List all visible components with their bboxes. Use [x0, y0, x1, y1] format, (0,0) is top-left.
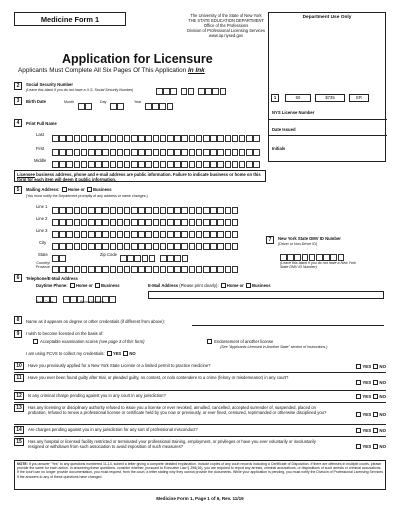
question-number: 4 — [14, 119, 22, 127]
department-use-title: Department Use Only — [302, 15, 352, 20]
birth-year-input[interactable] — [145, 98, 174, 116]
yes-no-group — [355, 428, 386, 433]
question-number: 2 — [14, 82, 22, 90]
mailing-address-label — [26, 187, 112, 192]
city-label: City — [39, 240, 47, 245]
mailing-home-checkbox[interactable] — [62, 187, 67, 192]
question-13 — [14, 404, 386, 424]
question-number: 13 — [14, 404, 24, 412]
date-issued-label: Date Issued — [272, 127, 296, 132]
license-number-label: NYS License Number — [272, 110, 315, 115]
question-text: Have you ever been found guilty after trial, or pleaded guilty, no contest, or nolo contendere to a crime (felony or misdemeanor) in any court? — [28, 375, 289, 380]
question-number: 10 — [14, 362, 24, 370]
phone-home-checkbox[interactable] — [70, 283, 75, 288]
form-title-box — [14, 12, 126, 26]
form-title: Medicine Form 1 — [40, 15, 100, 24]
public-info-notice-lead: Licensee — [17, 171, 35, 177]
email-title: E-Mail Address — [148, 283, 179, 288]
country-label: Country/ Province — [36, 261, 50, 270]
department-use-one: 1 — [271, 94, 279, 102]
no-label: NO — [379, 412, 386, 417]
exam-option-note: (see page 3 of this form) — [99, 339, 145, 344]
state-label: State — [38, 252, 48, 257]
dmv-id-label: New York State DMV ID Number — [278, 236, 341, 241]
degree-name-section — [14, 316, 386, 328]
note-text: If you answer "Yes" to any questions numbered 11-14, submit a letter giving a complete detailed explanation. Include copies of any court records including a Certificate of Disposition. If there are offenses in multiple courts, please provide the same for each action. In answering these questions, consider whether, pursuant to Executive Law § 296(16), you are required to report any arrests, criminal accusations, or dispositions of such arrests or criminal accusations. If the court can no longer provide documentation, you must request, from the court, a letter stating why they cannot provide the documents. While your application is pending, you must notify the Division of Professional Licensing Services if the answers to any of these questions have changed. — [17, 462, 383, 479]
department-use-er: ER — [349, 94, 369, 102]
exam-option-label: Acceptable examination scores — [39, 339, 98, 344]
question-number: 7 — [266, 236, 274, 244]
endorsement-option-label: Endorsement of another license — [214, 339, 274, 344]
dmv-id-note: (Leave this blank if you do not have a New York State DMV ID Number) — [280, 261, 356, 270]
mailing-address-title: Mailing Address: — [26, 187, 60, 192]
main-title: Application for Licensure — [62, 52, 213, 66]
no-checkbox[interactable] — [373, 364, 378, 369]
full-name-section — [14, 119, 266, 167]
yes-checkbox[interactable] — [356, 380, 361, 385]
no-label: NO — [379, 428, 386, 433]
note-lead: NOTE: — [17, 462, 28, 466]
fcvs-label: I am using FCVS to collect my credentials: — [26, 351, 105, 356]
yes-checkbox[interactable] — [356, 412, 361, 417]
birth-day-label: Day — [100, 100, 107, 104]
birth-day-input[interactable] — [110, 98, 124, 116]
middle-name-label: Middle — [34, 158, 47, 163]
yes-label: YES — [362, 394, 372, 399]
address-line1-label: Line 1 — [36, 204, 48, 209]
yes-no-group — [355, 364, 386, 369]
question-11 — [14, 374, 386, 390]
no-checkbox[interactable] — [373, 412, 378, 417]
yes-checkbox[interactable] — [356, 364, 361, 369]
yes-no-group — [355, 444, 386, 449]
main-subtitle-text: Applicants Must Complete All Six Pages Of This Application — [18, 67, 187, 74]
agency-university: The University of the State of New York — [190, 13, 262, 18]
email-note: (Please print clearly): — [179, 283, 219, 288]
phone-number-label: Phone Number — [80, 300, 105, 304]
ssn-label: Social Security Number — [26, 82, 74, 87]
ssn-note: (Leave this blank if you do not have a U.S. Social Security Number) — [26, 88, 134, 92]
question-text: Has any licensing or disciplinary authority refused to issue you a license or ever revoked, annulled, cancelled, accepted surrender of, suspended, placed on probation, refused to renew a professional license or certificate held by you now or previously, or ever fined, censured, reprimanded or otherwise disciplined you? — [28, 405, 327, 416]
mailing-business-label: Business — [92, 187, 112, 192]
endorsement-option-note: (See "Applicants Licensed in Another State" section of instructions.) — [220, 345, 328, 349]
no-label: NO — [379, 380, 386, 385]
question-number: 3 — [14, 97, 22, 105]
department-use-code-row — [269, 93, 387, 103]
question-number: 8 — [14, 316, 22, 324]
no-checkbox[interactable] — [373, 394, 378, 399]
question-text: Are charges pending against you in any jurisdiction for any sort of professional misconduct? — [28, 427, 198, 432]
yes-label: YES — [362, 428, 372, 433]
exam-checkbox[interactable] — [33, 339, 38, 344]
public-info-notice — [14, 170, 266, 182]
fcvs-yes-label: YES — [112, 351, 122, 356]
yes-label: YES — [362, 412, 372, 417]
yes-label: YES — [362, 364, 372, 369]
degree-name-input[interactable] — [192, 325, 384, 326]
question-number: 6 — [14, 274, 22, 282]
email-business-checkbox[interactable] — [246, 283, 251, 288]
no-label: NO — [379, 394, 386, 399]
no-label: NO — [379, 364, 386, 369]
question-number: 15 — [14, 438, 24, 446]
dmv-id-section — [266, 236, 386, 276]
area-code-label: Area Code — [36, 300, 54, 304]
question-text: Has any hospital or licensed facility restricted or terminated your professional training, employment, or privileges or have you ever voluntarily or involuntarily resigned or withdrawn from such association to avoid imposition of such measures? — [28, 439, 316, 450]
fcvs-no-label: NO — [129, 351, 136, 356]
fcvs-yes-checkbox[interactable] — [107, 351, 112, 356]
main-subtitle — [18, 67, 205, 74]
contact-label: Telephone/E-Mail Address — [26, 276, 78, 281]
question-12 — [14, 392, 386, 402]
department-use-fee: $735 — [315, 94, 345, 102]
question-number: 9 — [14, 330, 22, 338]
mailing-address-section — [14, 186, 266, 270]
question-10 — [14, 362, 386, 372]
agency-division: Division of Professional Licensing Services — [187, 28, 265, 34]
fcvs-row — [26, 351, 136, 356]
department-use-code: 60 — [285, 94, 311, 102]
fcvs-no-checkbox[interactable] — [123, 351, 128, 356]
endorsement-option — [206, 339, 273, 344]
endorsement-checkbox[interactable] — [207, 339, 212, 344]
question-15 — [14, 438, 386, 458]
address-line3-label: Line 3 — [36, 228, 48, 233]
agency-department: THE STATE EDUCATION DEPARTMENT — [188, 18, 264, 24]
ssn-section — [14, 82, 266, 96]
question-text: Is any criminal charge pending against you in any court in any jurisdiction? — [28, 393, 166, 398]
initials-label: Initials — [272, 146, 286, 151]
note-box — [14, 460, 386, 490]
yes-label: YES — [362, 380, 372, 385]
daytime-phone-title: Daytime Phone: — [36, 283, 68, 288]
zip-label: Zip Code — [100, 252, 117, 257]
exam-option — [32, 339, 144, 344]
no-checkbox[interactable] — [373, 444, 378, 449]
public-info-notice-text: business address, phone and e-mail address are public information. Failure to indicate business or home on this form for each item will deem it public information. — [17, 171, 261, 182]
contact-section — [14, 274, 386, 310]
birth-date-section — [14, 97, 266, 109]
birth-date-label: Birth Date — [26, 99, 47, 104]
department-use-box — [268, 12, 386, 162]
main-subtitle-emphasis: In Ink — [188, 67, 205, 74]
email-home-checkbox[interactable] — [221, 283, 226, 288]
phone-business-checkbox[interactable] — [95, 283, 100, 288]
yes-no-group — [355, 380, 386, 385]
mailing-address-note: (You must notify the Department promptly of any address or name changes.) — [26, 194, 148, 198]
birth-month-input[interactable] — [78, 98, 92, 116]
license-basis-section — [14, 330, 386, 360]
mailing-business-checkbox[interactable] — [87, 187, 92, 192]
agency-office: Office of the Professions — [203, 23, 249, 29]
email-input[interactable] — [148, 291, 384, 299]
email-business-label: Business — [251, 283, 271, 288]
yes-no-group — [355, 412, 386, 417]
phone-home-label: Home or — [75, 283, 93, 288]
yes-label: YES — [362, 444, 372, 449]
birth-year-label: Year — [134, 100, 142, 104]
full-name-label: Print Full Name — [26, 121, 57, 126]
last-name-label: Last — [36, 132, 44, 137]
question-number: 14 — [14, 426, 24, 434]
agency-url: www.op.nysed.gov — [208, 33, 244, 39]
address-line2-label: Line 2 — [36, 216, 48, 221]
license-basis-label: I wish to become licensed on the basis of: — [26, 331, 104, 336]
email-label — [148, 283, 271, 288]
page-footer: Medicine Form 1, Page 1 of 6, Rev. 11/19 — [156, 496, 244, 501]
question-number: 12 — [14, 392, 24, 400]
daytime-phone-label — [36, 283, 120, 288]
email-home-label: Home or — [226, 283, 244, 288]
no-label: NO — [379, 444, 386, 449]
yes-checkbox[interactable] — [356, 444, 361, 449]
first-name-label: First — [36, 146, 45, 151]
question-text: Have you previously applied for a New York State License or a limited permit to practice medicine? — [28, 363, 211, 368]
mailing-home-label: Home or — [67, 187, 85, 192]
phone-business-label: Business — [101, 283, 120, 288]
no-checkbox[interactable] — [373, 380, 378, 385]
agency-block — [176, 13, 276, 39]
yes-checkbox[interactable] — [356, 428, 361, 433]
question-number: 5 — [14, 186, 22, 194]
yes-checkbox[interactable] — [356, 394, 361, 399]
yes-no-group — [355, 394, 386, 399]
question-number: 11 — [14, 374, 24, 382]
no-checkbox[interactable] — [373, 428, 378, 433]
birth-month-label: Month — [64, 100, 74, 104]
dmv-id-sublabel: (Driver or Non-Driver ID) — [278, 242, 318, 246]
degree-name-label: Name as it appears on degree or other credentials (if different from above): — [26, 319, 165, 324]
question-14 — [14, 426, 386, 436]
